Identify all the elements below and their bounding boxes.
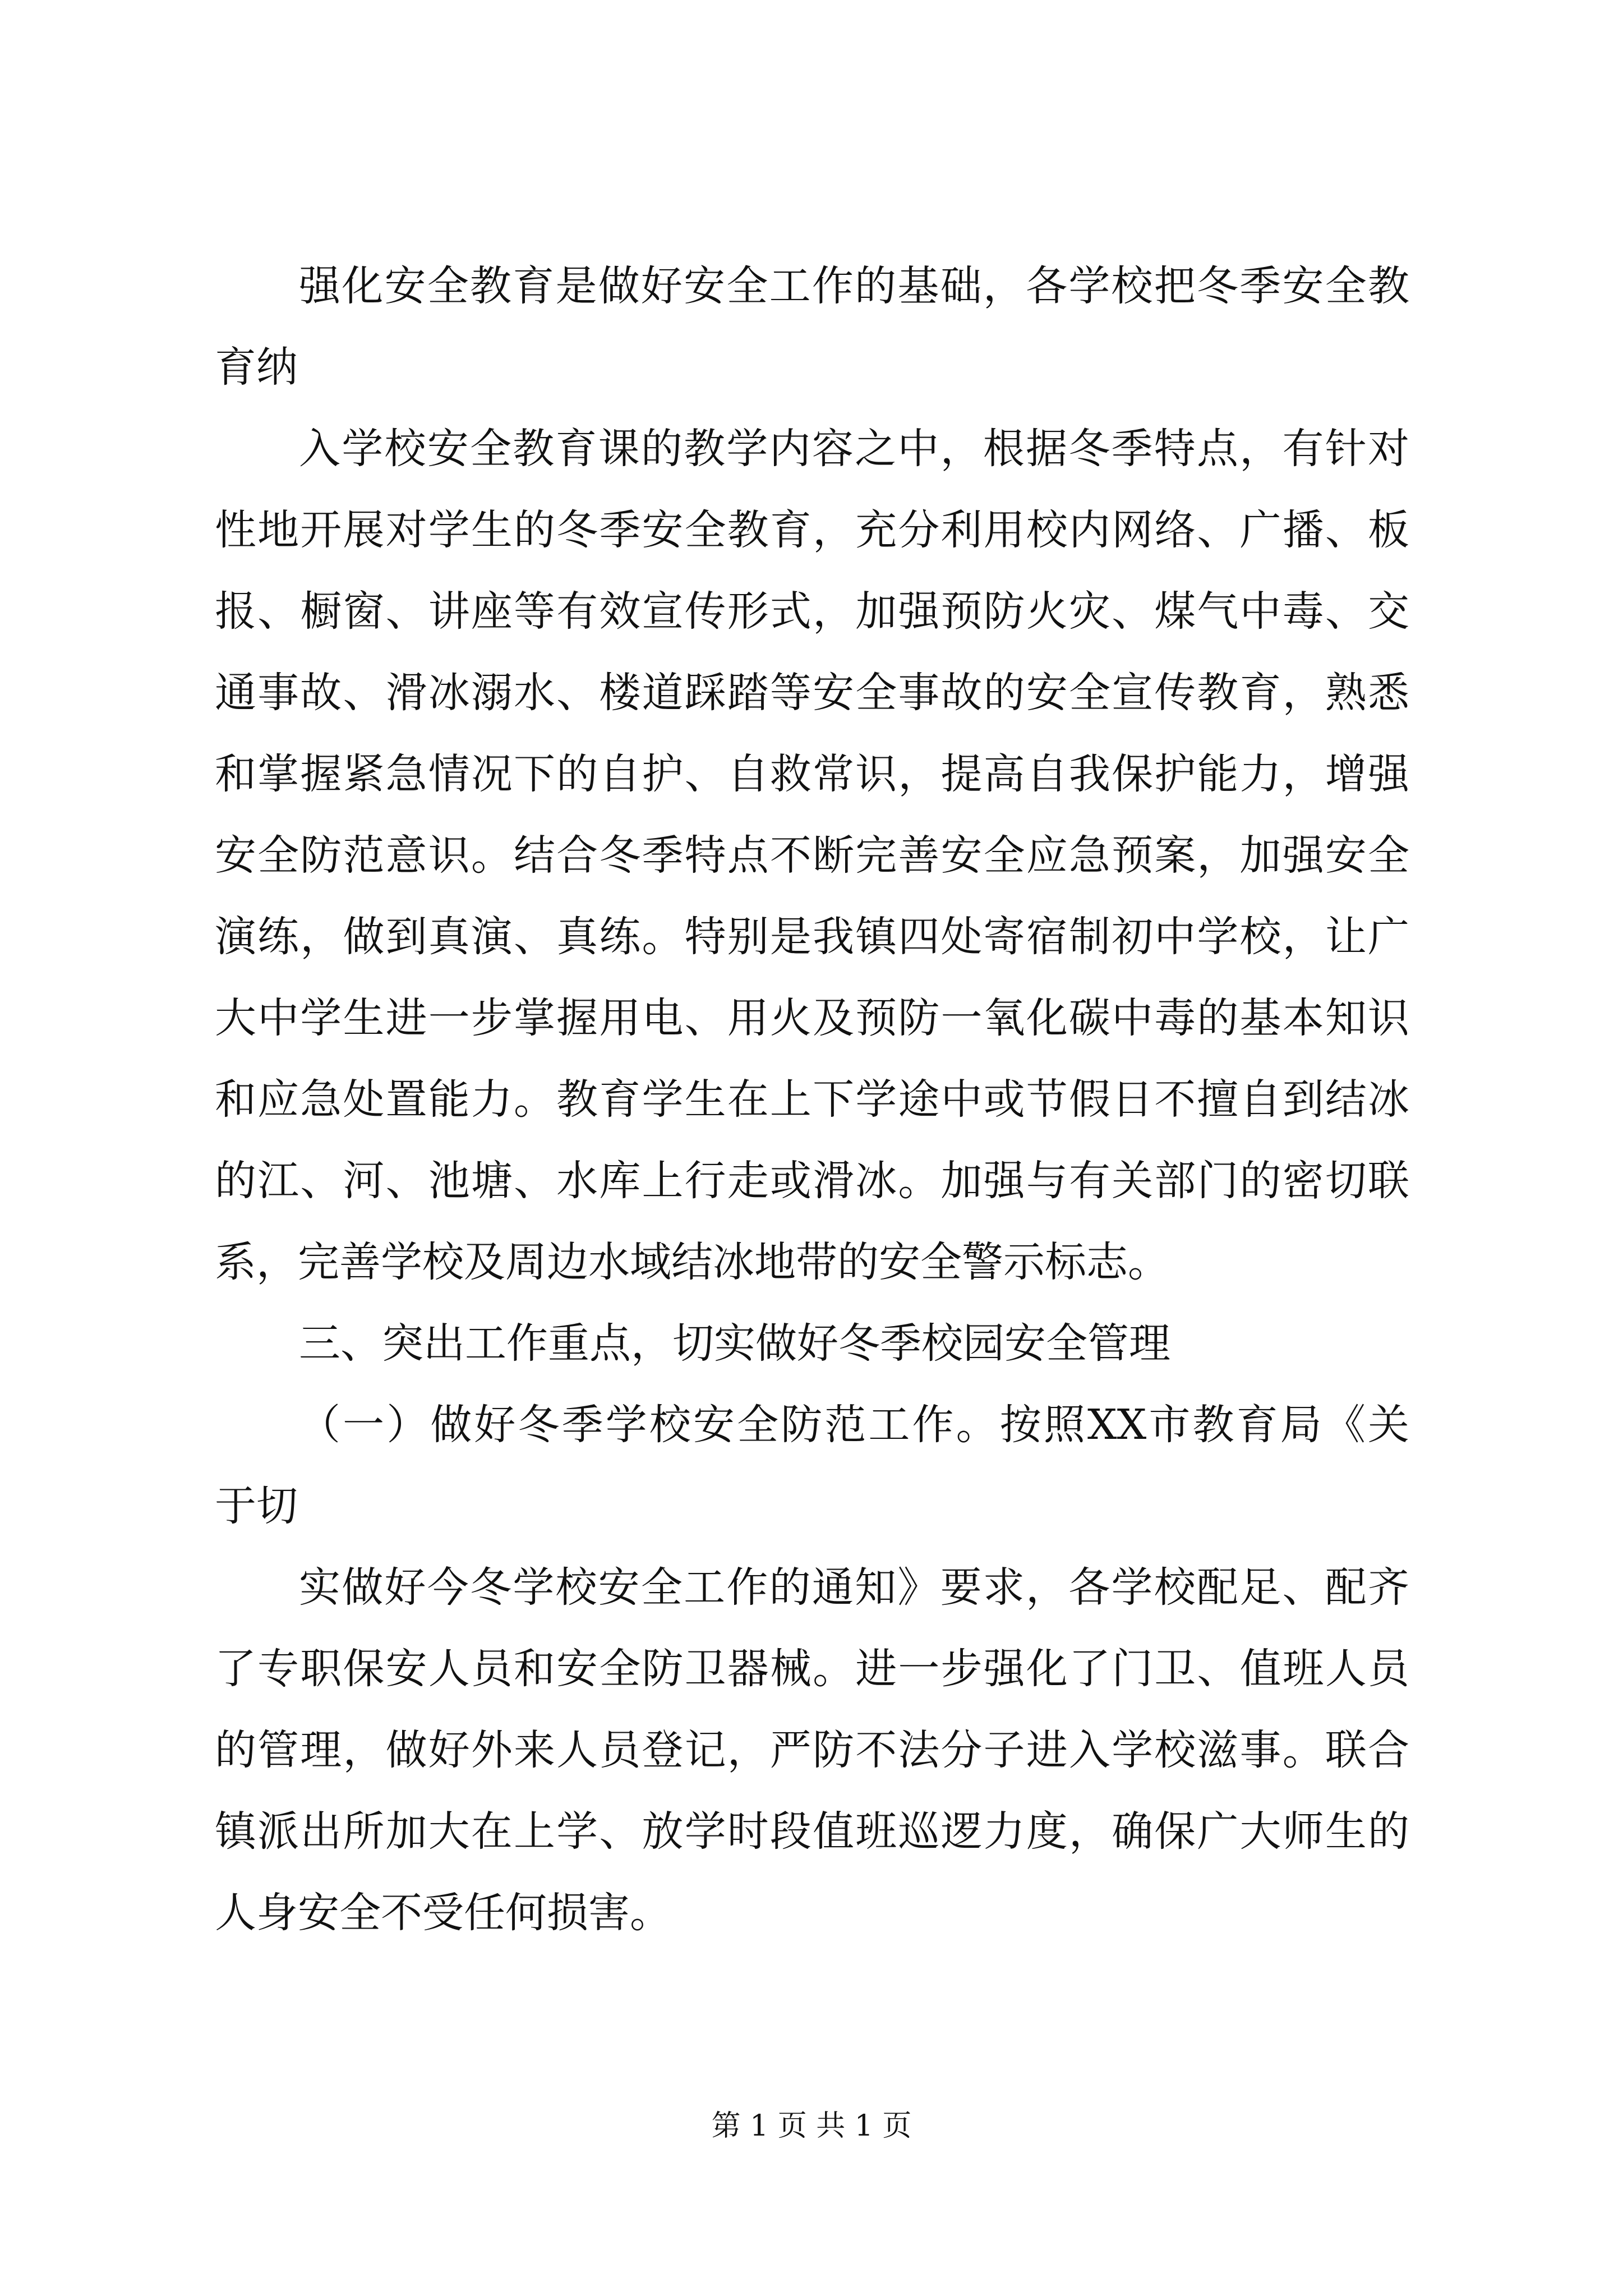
text-line: 人身安全不受任何损害。	[215, 1889, 671, 1937]
page-number-footer: 第 1 页 共 1 页	[711, 2109, 912, 2143]
text-line: 报、橱窗、讲座等有效宣传形式，加强预防火灾、煤气中毒、交	[215, 587, 1409, 636]
text-line: 入学校安全教育课的教学内容之中，根据冬季特点，有针对	[299, 425, 1409, 473]
text-line: 性地开展对学生的冬季安全教育，充分利用校内网络、广播、板	[215, 506, 1409, 554]
text-line: 了专职保安人员和安全防卫器械。进一步强化了门卫、值班人员	[215, 1645, 1409, 1693]
text-line: 大中学生进一步掌握用电、用火及预防一氧化碳中毒的基本知识	[215, 994, 1409, 1042]
text-line: 育纳	[215, 343, 298, 392]
text-line: 演练，做到真演、真练。特别是我镇四处寄宿制初中学校，让广	[215, 913, 1409, 961]
text-line: 实做好今冬学校安全工作的通知》要求，各学校配足、配齐	[299, 1563, 1409, 1612]
text-line: 通事故、滑冰溺水、楼道踩踏等安全事故的安全宣传教育，熟悉	[215, 669, 1409, 717]
text-line: 于切	[215, 1482, 298, 1530]
text-line: 的江、河、池塘、水库上行走或滑冰。加强与有关部门的密切联	[215, 1157, 1409, 1205]
text-line: 强化安全教育是做好安全工作的基础，各学校把冬季安全教	[299, 262, 1409, 310]
text-line: 和掌握紧急情况下的自护、自救常识，提高自我保护能力，增强	[215, 750, 1409, 798]
section-heading: 三、突出工作重点，切实做好冬季校园安全管理	[299, 1319, 1170, 1368]
text-line: 的管理，做好外来人员登记，严防不法分子进入学校滋事。联合	[215, 1726, 1409, 1774]
text-line: 和应急处置能力。教育学生在上下学途中或节假日不擅自到结冰	[215, 1075, 1409, 1124]
subsection-heading: （一）做好冬季学校安全防范工作。按照XX市教育局《关	[299, 1401, 1409, 1449]
text-line: 安全防范意识。结合冬季特点不断完善安全应急预案，加强安全	[215, 831, 1409, 880]
text-line: 镇派出所加大在上学、放学时段值班巡逻力度，确保广大师生的	[215, 1807, 1409, 1856]
text-line: 系，完善学校及周边水域结冰地带的安全警示标志。	[215, 1238, 1169, 1286]
